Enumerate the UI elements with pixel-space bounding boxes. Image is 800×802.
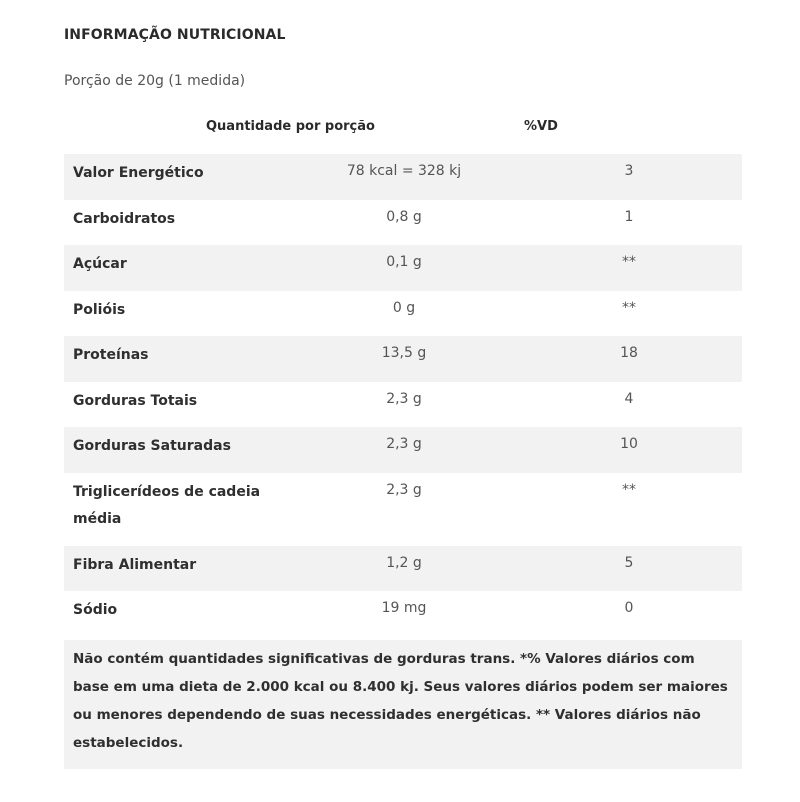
table-row (64, 291, 742, 337)
nutrient-vd: 4 (624, 390, 634, 407)
nutrient-vd: 10 (620, 436, 638, 452)
nutrient-vd: 3 (624, 163, 634, 179)
table-row (64, 427, 742, 473)
header-vd: %VD (524, 119, 558, 134)
nutrient-vd: 5 (624, 554, 634, 571)
nutrient-name: Fibra Alimentar (73, 556, 197, 573)
nutrient-quantity: 0,8 g (386, 208, 422, 225)
nutrient-quantity: 0,1 g (386, 254, 422, 270)
nutrient-name: Triglicerídeos de cadeia média (73, 483, 261, 527)
nutrient-quantity: 19 mg (381, 600, 427, 616)
nutrient-quantity: 2,3 g (386, 436, 422, 452)
table-row (64, 154, 742, 200)
nutrient-name: Carboidratos (73, 210, 176, 227)
nutrient-name: Sódio (73, 602, 118, 618)
nutrition-table (64, 154, 742, 637)
table-row (64, 473, 742, 546)
nutrient-quantity: 13,5 g (381, 345, 427, 361)
nutrient-quantity: 2,3 g (386, 390, 422, 407)
nutrition-title: INFORMAÇÃO NUTRICIONAL (64, 27, 286, 43)
nutrient-name: Açúcar (73, 256, 127, 272)
nutrient-quantity: 78 kcal = 328 kj (346, 163, 462, 179)
table-header (64, 109, 742, 145)
nutrient-vd: 18 (620, 345, 638, 361)
footnote-text: Não contém quantidades significativas de gorduras trans. *% Valores diários com base em uma dieta de 2.000 kcal ou 8.400 kj. Seus valores diários podem ser maiores ou menores dependendo de suas necessidades energéticas. ** Valores diários não estabelecidos. (73, 651, 728, 751)
nutrient-name: Proteínas (73, 347, 149, 363)
table-row (64, 245, 742, 291)
nutrient-name: Gorduras Saturadas (73, 438, 231, 454)
nutrient-name: Polióis (73, 301, 126, 318)
table-row (64, 382, 742, 428)
footnote-box (64, 640, 742, 769)
nutrient-vd: ** (622, 254, 636, 270)
nutrient-vd: ** (622, 299, 636, 316)
portion-size: Porção de 20g (1 medida) (64, 73, 246, 89)
nutrient-vd: ** (622, 481, 636, 498)
header-quantity: Quantidade por porção (206, 119, 375, 134)
nutrient-vd: 0 (624, 600, 634, 616)
table-row (64, 200, 742, 246)
nutrient-vd: 1 (624, 208, 634, 225)
nutrient-quantity: 2,3 g (386, 481, 422, 498)
nutrient-quantity: 1,2 g (386, 554, 422, 571)
table-row (64, 546, 742, 592)
nutrient-quantity: 0 g (392, 299, 416, 316)
nutrient-name: Gorduras Totais (73, 392, 198, 409)
table-row (64, 591, 742, 637)
table-row (64, 336, 742, 382)
nutrient-name: Valor Energético (73, 165, 204, 181)
